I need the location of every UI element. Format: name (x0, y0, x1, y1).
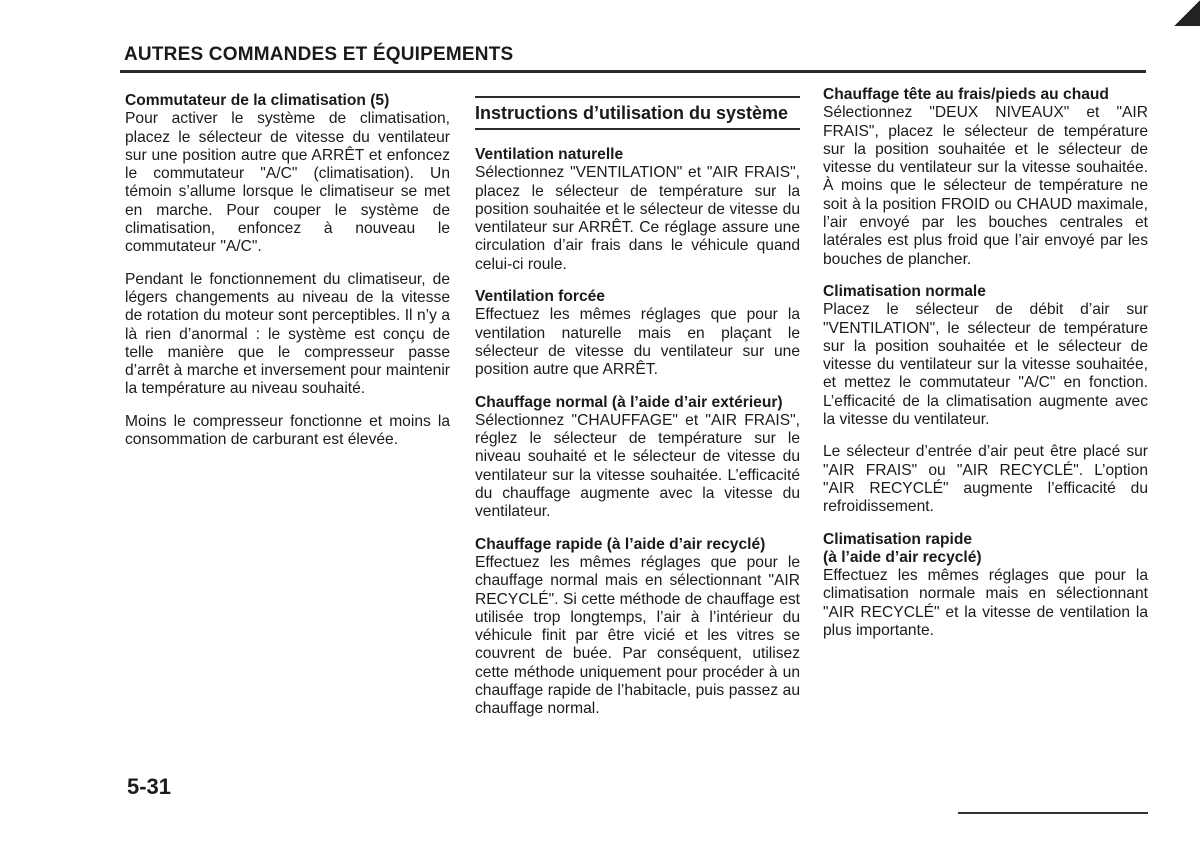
footer-divider (958, 812, 1148, 814)
subsection-heading: Climatisation rapide (823, 530, 973, 548)
page-number: 5-31 (127, 774, 172, 799)
paragraph: Le sélecteur d’entrée d’air peut être placé sur "AIR FRAIS" ou "AIR RECYCLÉ". L’option "AIR RECYCLÉ" augmente l’efficacité du refroidissement. (823, 443, 1148, 516)
paragraph: Effectuez les mêmes réglages que pour la climatisation normale mais en sélectionnant "AIR RECYCLÉ" et la vitesse de ventilation la plus importante. (823, 567, 1148, 640)
paragraph: Placez le sélecteur de débit d’air sur "VENTILATION", le sélecteur de température sur la position souhaitée et le sélecteur de vitesse du ventilateur sur la vitesse souhaitée, et mettez le commutateur "A/C" en fonction. L’efficacité de la climatisation augmente avec la vitesse du ventilateur. (823, 301, 1148, 429)
subsection-heading: Climatisation normale (823, 282, 986, 300)
column-middle (475, 92, 800, 733)
section-heading: Commutateur de la climatisation (5) (125, 92, 390, 109)
paragraph: Pour activer le système de climatisation, placez le sélecteur de vitesse du ventilateur sur une position autre que ARRÊT et enfoncez le commutateur "A/C" (climatisation). Un témoin s’allume lorsque le climatiseur se met en marche. Pour couper le système de climatisation, enfoncez à nouveau le commutateur "A/C". (125, 110, 450, 256)
subsection-heading: Chauffage rapide (à l’aide d’air recyclé) (475, 535, 766, 553)
paragraph: Sélectionnez "DEUX NIVEAUX" et "AIR FRAIS", placez le sélecteur de température sur la position souhaitée et le sélecteur de vitesse du ventilateur sur la vitesse souhaitée. À moins que le sélecteur de température ne soit à la position FROID ou CHAUD maximale, l’air envoyé par les bouches centrales et latérales est plus froid que l’air envoyé par les bouches de plancher. (823, 104, 1148, 268)
page-title: AUTRES COMMANDES ET ÉQUIPEMENTS (124, 44, 514, 65)
subsection-heading: Chauffage normal (à l’aide d’air extérieur) (475, 393, 783, 411)
header-divider (120, 70, 1146, 73)
paragraph: Sélectionnez "VENTILATION" et "AIR FRAIS", placez le sélecteur de température sur la position souhaitée et le sélecteur de vitesse du ventilateur sur ARRÊT. Ce réglage assure une circulation d’air frais dans le véhicule quand celui-ci roule. (475, 164, 800, 273)
subsection-heading: Ventilation forcée (475, 288, 605, 306)
subsection-heading-continued: (à l’aide d’air recyclé) (823, 548, 982, 566)
subsection-heading: Chauffage tête au frais/pieds au chaud (823, 86, 1109, 103)
paragraph: Pendant le fonctionnement du climatiseur, de légers changements au niveau de la vitesse de rotation du moteur sont perceptibles. Il n’y a là rien d’anormal : le système est conçu de telle manière que le compresseur passe d’arrêt à marche et inversement pour maintenir la température au niveau souhaité. (125, 270, 450, 398)
paragraph: Effectuez les mêmes réglages que pour la ventilation naturelle mais en plaçant le sélecteur de vitesse du ventilateur sur une position autre que ARRÊT. (475, 306, 800, 379)
paragraph: Effectuez les mêmes réglages que pour le chauffage normal mais en sélectionnant "AIR RECYCLÉ". Si cette méthode de chauffage est utilisée trop longtemps, l’air à l’intérieur du véhicule finit par être vicié et les vitres se couvrent de buée. Par conséquent, utilisez cette méthode uniquement pour procéder à un chauffage rapide de l’habitacle, puis passez au chauffage normal. (475, 553, 800, 718)
column-right (823, 86, 1148, 654)
paragraph: Moins le compresseur fonctionne et moins la consommation de carburant est élevée. (125, 412, 450, 449)
column-left (125, 92, 450, 463)
paragraph: Sélectionnez "CHAUFFAGE" et "AIR FRAIS", réglez le sélecteur de température sur le niveau souhaité et le sélecteur de vitesse du ventilateur sur la vitesse souhaitée. L’efficacité du chauffage augmente avec la vitesse du ventilateur. (475, 411, 800, 521)
subsection-heading: Ventilation naturelle (475, 146, 624, 163)
page-corner-mark (1174, 0, 1200, 26)
section-title-box: Instructions d’utilisation du système (475, 96, 800, 130)
